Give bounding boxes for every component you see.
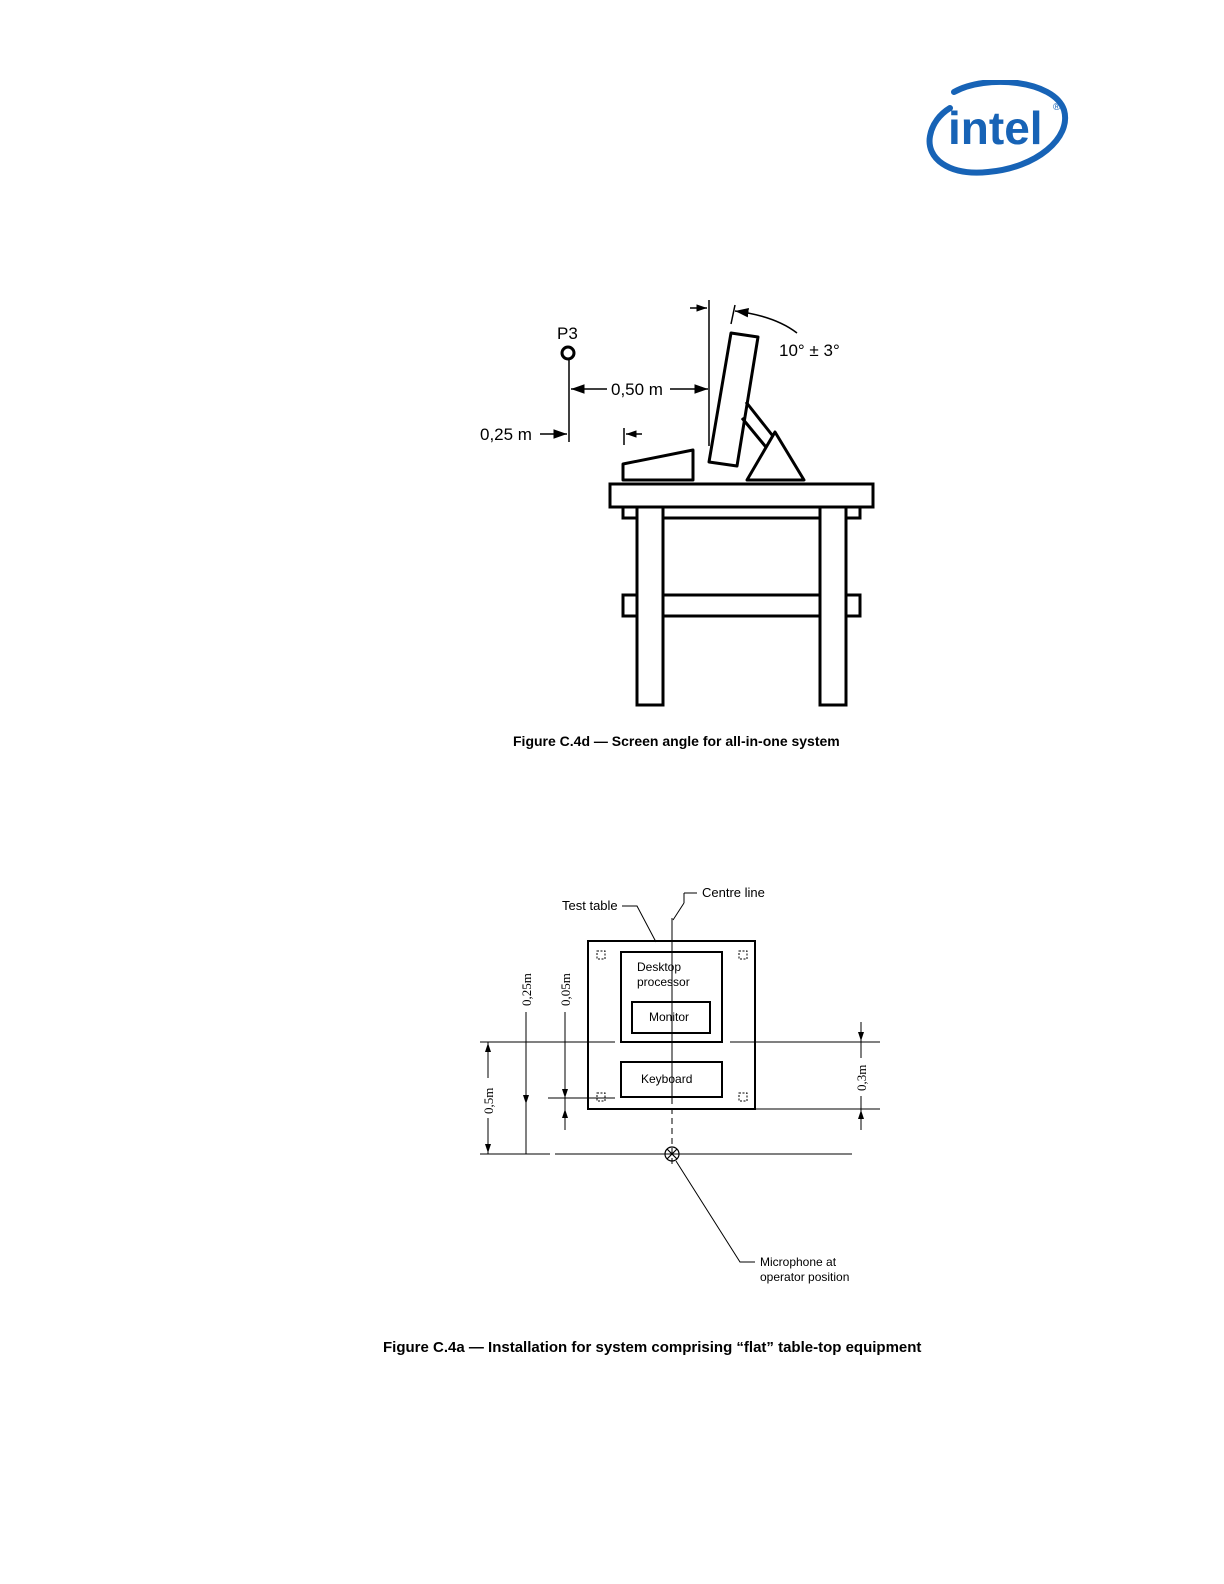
centre-line-label: Centre line [702, 885, 765, 900]
centre-line-leader-diag [673, 903, 684, 920]
dim-005m-label: 0,05m [558, 973, 573, 1006]
figure-c4d-caption: Figure C.4d — Screen angle for all-in-one system [513, 733, 840, 749]
dim-025-label: 0,25 m [480, 425, 532, 444]
dim-05m-arrow-bottom [485, 1144, 491, 1153]
dim-025m-label: 0,25m [519, 973, 534, 1006]
p3-label: P3 [557, 324, 578, 343]
test-table-leader [622, 906, 656, 942]
dim-05m-arrow-top [485, 1043, 491, 1052]
microphone-label-line1: Microphone at [760, 1255, 837, 1269]
logo-wordmark: intel [948, 102, 1043, 154]
angle-label: 10° ± 3° [779, 341, 840, 360]
dim-050-label: 0,50 m [611, 380, 663, 399]
dim-005m-arrow-up [562, 1109, 568, 1118]
dim-03m-arrow-top [858, 1032, 864, 1041]
dim-005m-arrow-down [562, 1089, 568, 1098]
dim-03m-arrow-bottom [858, 1110, 864, 1119]
microphone-leader [676, 1161, 755, 1262]
corner-marker-tl [597, 951, 605, 959]
dim-025m-arrow-up [523, 1095, 529, 1104]
microphone-label-line2: operator position [760, 1270, 850, 1284]
processor-label: processor [637, 975, 690, 989]
corner-marker-bl [597, 1093, 605, 1101]
monitor-label: Monitor [649, 1010, 690, 1024]
figure-c4a-caption: Figure C.4a — Installation for system comprising “flat” table-top equipment [383, 1339, 922, 1356]
corner-marker-br [739, 1093, 747, 1101]
keyboard-label: Keyboard [641, 1072, 693, 1086]
corner-marker-tr [739, 951, 747, 959]
dim-05m-label: 0,5m [481, 1087, 496, 1114]
test-table-label: Test table [562, 898, 618, 913]
logo-registered-mark: ® [1053, 102, 1061, 113]
desktop-label: Desktop [637, 960, 682, 974]
dim-03m-label: 0,3m [854, 1064, 869, 1091]
